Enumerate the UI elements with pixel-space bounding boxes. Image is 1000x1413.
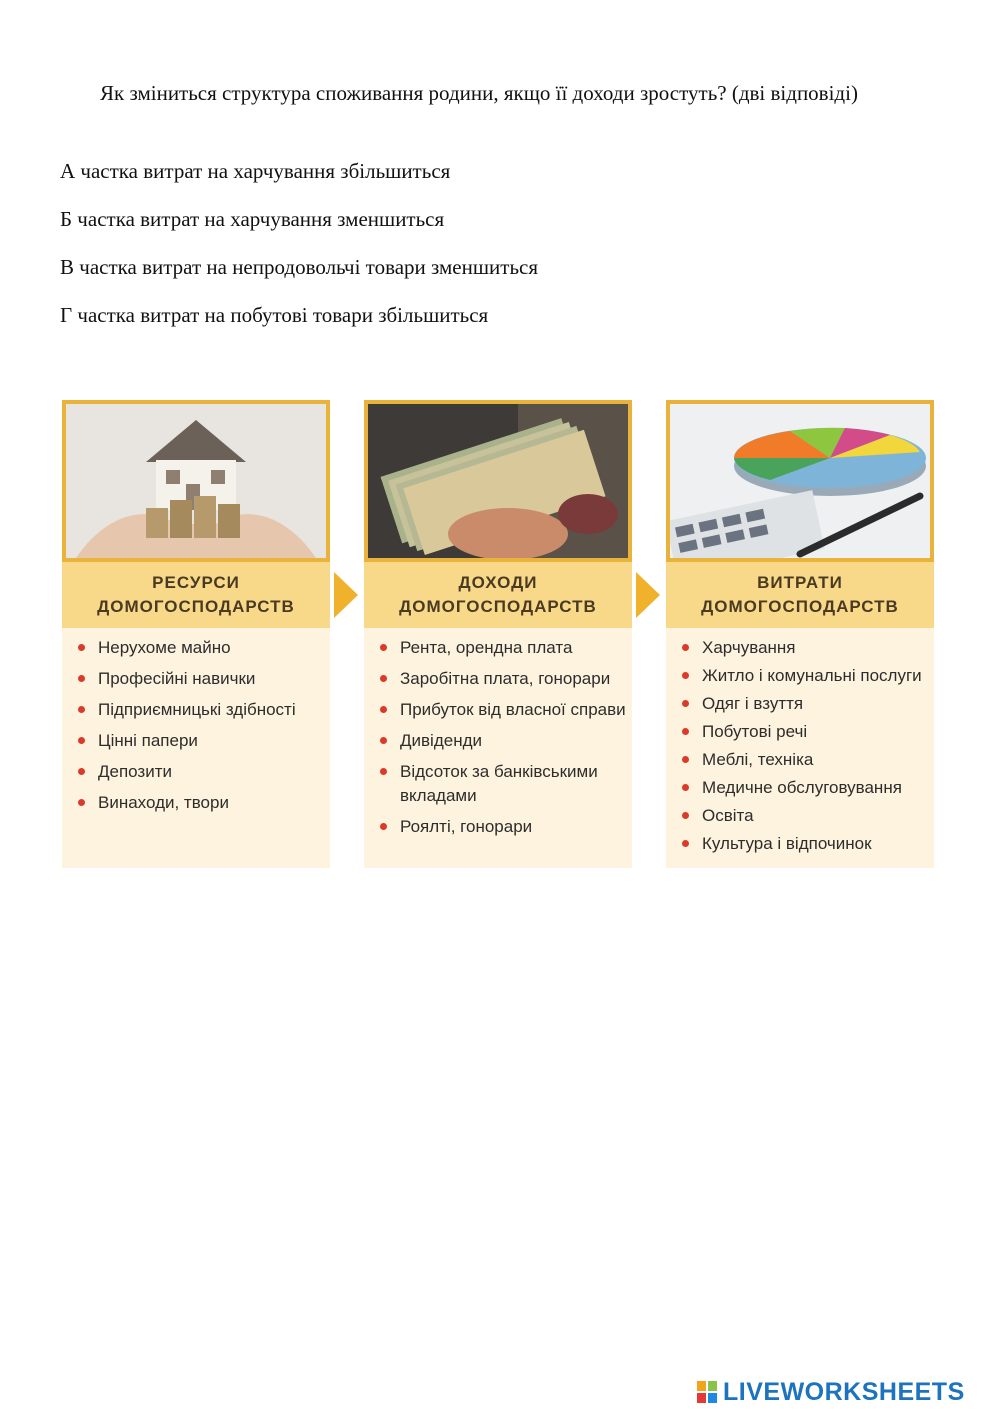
list-item: Освіта [680,804,934,828]
liveworksheets-brand[interactable] [697,1378,965,1407]
list-item: Медичне обслуговування [680,776,934,800]
bullet-icon [682,756,689,763]
list-item: Цінні папери [76,729,330,753]
bullet-icon [682,700,689,707]
resources-title-line2: ДОМОГОСПОДАРСТВ [97,597,295,616]
expenses-title-line2: ДОМОГОСПОДАРСТВ [701,597,899,616]
household-infographic [62,400,934,868]
bullet-icon [682,840,689,847]
answer-option-c: В частка витрат на непродовольчі товари зменшиться [60,255,539,279]
list-item: Житло і комунальні послуги [680,664,934,688]
list-item: Одяг і взуття [680,692,934,716]
bullet-icon [682,784,689,791]
income-title-line1: ДОХОДИ [458,573,538,592]
list-item: Харчування [680,636,934,660]
bullet-icon [78,675,85,682]
expenses-title-line1: ВИТРАТИ [757,573,843,592]
list-item: Роялті, гонорари [378,815,632,839]
bullet-icon [380,823,387,830]
bullet-icon [78,706,85,713]
income-title-line2: ДОМОГОСПОДАРСТВ [399,597,597,616]
bullet-icon [78,768,85,775]
arrow-right-icon [636,572,660,618]
liveworksheets-logo-icon [697,1381,719,1405]
bullet-icon [380,675,387,682]
income-list [378,636,632,846]
bullet-icon [78,737,85,744]
expenses-header [666,562,934,628]
resources-header [62,562,330,628]
list-item: Дивіденди [378,729,632,753]
bullet-icon [78,799,85,806]
answer-option-d: Г частка витрат на побутові товари збільшиться [60,303,489,327]
list-item: Рента, орендна плата [378,636,632,660]
money-in-hand-photo [364,400,632,562]
list-item: Підприємницькі здібності [76,698,330,722]
brand-name: LIVEWORKSHEETS [723,1378,965,1406]
answer-option-b: Б частка витрат на харчування зменшиться [60,207,445,231]
list-item: Нерухоме майно [76,636,330,660]
bullet-icon [682,672,689,679]
list-item: Меблі, техніка [680,748,934,772]
bullet-icon [380,644,387,651]
expenses-list [680,636,934,860]
house-and-coins-photo [62,400,330,562]
resources-title-line1: РЕСУРСИ [152,573,240,592]
bullet-icon [380,737,387,744]
list-item: Культура і відпочинок [680,832,934,856]
bullet-icon [682,812,689,819]
resources-list [76,636,330,822]
list-item: Професійні навички [76,667,330,691]
question-text: Як зміниться структура споживання родини, якщо її доходи зростуть? (дві відповіді) [100,81,858,105]
arrow-right-icon [334,572,358,618]
list-item: Прибуток від власної справи [378,698,632,722]
list-item: Побутові речі [680,720,934,744]
bullet-icon [682,728,689,735]
resources-column [62,400,330,868]
income-header [364,562,632,628]
list-item: Відсоток за банківськими вкладами [378,760,632,808]
list-item: Винаходи, твори [76,791,330,815]
list-item: Заробітна плата, гонорари [378,667,632,691]
expenses-column [666,400,934,868]
list-item: Депозити [76,760,330,784]
bullet-icon [682,644,689,651]
pie-chart-and-calculator-photo [666,400,934,562]
bullet-icon [78,644,85,651]
income-column [364,400,632,868]
bullet-icon [380,706,387,713]
bullet-icon [380,768,387,775]
answer-option-a: А частка витрат на харчування збільшиться [60,159,451,183]
